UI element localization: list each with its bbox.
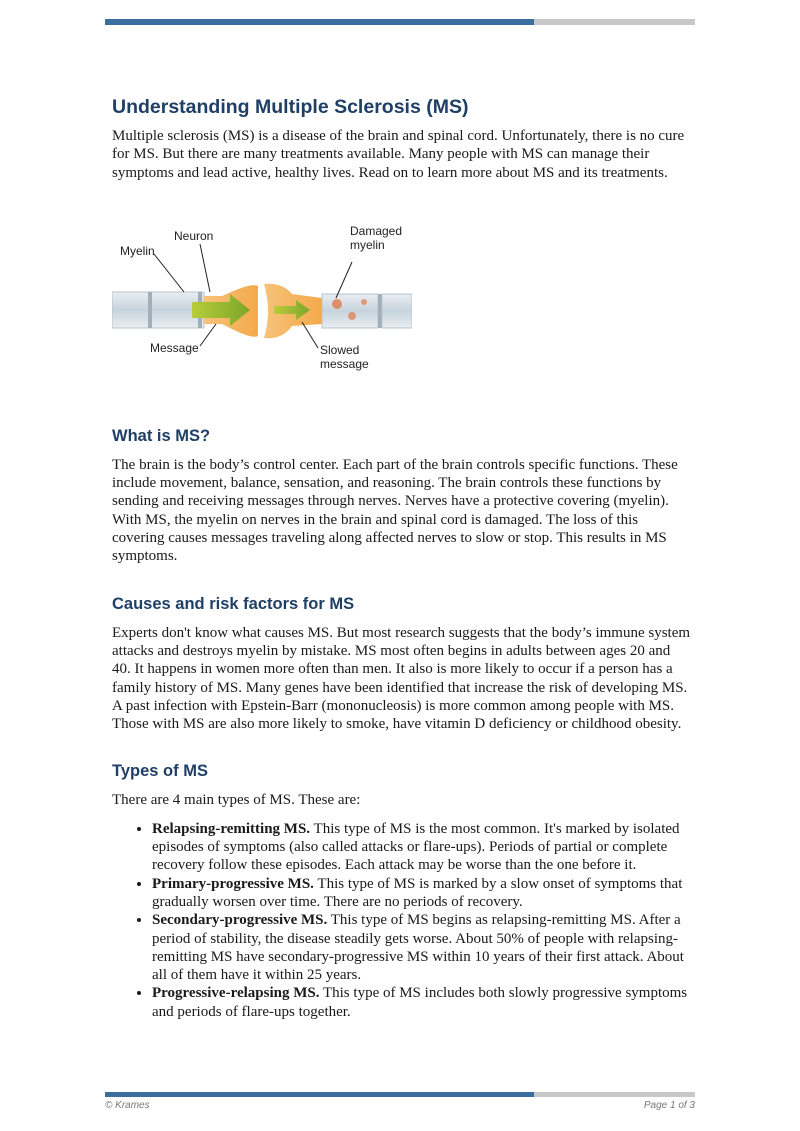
type-term: Relapsing-remitting MS. <box>152 820 311 837</box>
label-neuron: Neuron <box>174 228 214 243</box>
causes-body: Experts don't know what causes MS. But most research suggests that the body’s immune system attacks and destroys myelin by mistake. MS most often begins in adults between ages 20 and 40. It happens in women more often than men. It also is more likely to occur if a person has a family history of MS. Many genes have been identified that increase the risk of developing MS. A past infection with Epstein-Barr (mononucleosis) is more common among people with MS. Those with MS are also more likely to smoke, have vitamin D deficiency or childhood obesity. <box>112 624 691 733</box>
list-item <box>152 875 692 912</box>
list-item <box>152 820 692 875</box>
section-causes <box>112 594 692 734</box>
type-term: Secondary-progressive MS. <box>152 912 328 929</box>
label-slowed-line1: Slowed <box>320 342 360 357</box>
heading-what-is-ms: What is MS? <box>112 426 211 445</box>
label-damaged-line1: Damaged <box>350 223 403 238</box>
what-is-ms-body: The brain is the body’s control center. Each part of the brain controls specific functions. These include movement, balance, sensation, and reasoning. The brain controls these functions by sending and receiving messages through nerves. Nerves have a protective covering (myelin). With MS, the myelin on nerves in the brain and spinal cord is damaged. The loss of this covering causes messages traveling along affected nerves to slow or stop. This results in MS symptoms. <box>112 456 678 565</box>
type-description: This type of MS begins as relapsing-remitting MS. After a period of stability, the disease steadily gets worse. About 50% of people with relapsing-remitting MS have secondary-progressive MS within 10 years of their first attack. About all of them have it within 25 years. <box>152 912 684 984</box>
types-lead: There are 4 main types of MS. These are: <box>112 792 361 809</box>
footer-copyright: © Krames <box>105 1100 150 1111</box>
list-item <box>152 911 692 984</box>
top-rule-gray <box>534 19 695 25</box>
section-types <box>112 761 692 1021</box>
document-body <box>112 95 692 1021</box>
label-damaged-line2: myelin <box>350 237 385 252</box>
type-term: Primary-progressive MS. <box>152 875 314 892</box>
myelin-diagram <box>112 224 412 374</box>
intro-paragraph: Multiple sclerosis (MS) is a disease of the brain and spinal cord. Unfortunately, there is no cure for MS. But there are many treatments available. Many people with MS can manage their symptoms and lead active, healthy lives. Read on to learn more about MS and its treatments. <box>112 128 685 181</box>
types-list <box>112 820 692 1021</box>
list-item <box>152 984 692 1021</box>
label-slowed-line2: message <box>320 356 369 371</box>
type-description: This type of MS includes both slowly progressive symptoms and periods of flare-ups together. <box>152 985 688 1020</box>
top-rule-blue <box>105 19 534 25</box>
footer-page-number: Page 1 of 3 <box>643 1100 695 1111</box>
label-message: Message <box>150 340 199 355</box>
type-description: This type of MS is marked by a slow onset of symptoms that gradually worsen over time. There are no periods of recovery. <box>152 875 683 910</box>
page-title: Understanding Multiple Sclerosis (MS) <box>112 96 469 118</box>
heading-types: Types of MS <box>112 762 208 781</box>
page-footer <box>105 1100 695 1111</box>
bottom-rule <box>105 1092 695 1097</box>
bottom-rule-blue <box>105 1092 534 1097</box>
section-what-is-ms <box>112 426 692 566</box>
label-myelin: Myelin <box>120 243 155 258</box>
heading-causes: Causes and risk factors for MS <box>112 594 355 613</box>
type-description: This type of MS is the most common. It's marked by isolated episodes of symptoms (also called attacks or flare-ups). Periods of partial or complete recovery follow these episodes. Each attack may be worse than the one before it. <box>152 820 680 874</box>
type-term: Progressive-relapsing MS. <box>152 985 320 1002</box>
bottom-rule-gray <box>534 1092 695 1097</box>
top-rule <box>105 19 695 25</box>
